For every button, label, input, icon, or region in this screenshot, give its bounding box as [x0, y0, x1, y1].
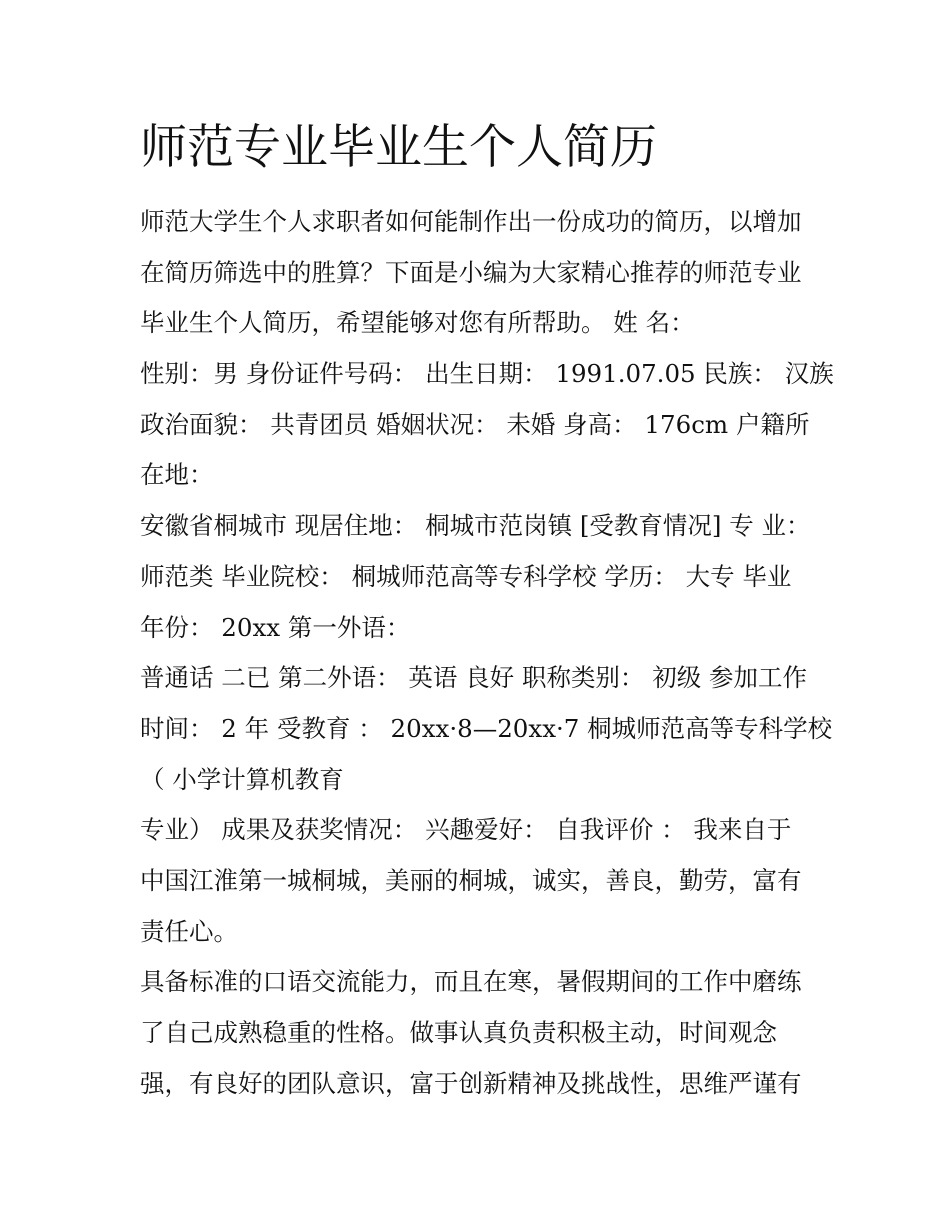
body-line: 中国江淮第一城桐城，美丽的桐城，诚实，善良，勤劳，富有 — [140, 865, 802, 895]
body-line: （ 小学计算机教育 — [140, 764, 344, 794]
body-line: 责任心。 — [140, 916, 238, 946]
body-line: 了自己成熟稳重的性格。做事认真负责积极主动，时间观念 — [140, 1018, 777, 1047]
body-line: 普通话 二已 第二外语： 英语 良好 职称类别： 初级 参加工作 — [140, 663, 808, 693]
body-line: 师范类 毕业院校： 桐城师范高等专科学校 学历： 大专 毕业 — [140, 561, 792, 591]
body-line: 安徽省桐城市 现居住地： 桐城市范岗镇 [受教育情况] 专 业： — [140, 511, 811, 541]
body-line: 在地： — [140, 460, 214, 490]
body-line: 专业） 成果及获奖情况： 兴趣爱好： 自我评价 ： 我来自于 — [140, 815, 792, 845]
body-line: 性别：男 身份证件号码： 出生日期： 1991.07.05 民族： 汉族 — [140, 359, 834, 389]
body-line: 时间： 2 年 受教育 ： 20xx·8—20xx·7 桐城师范高等专科学校 — [140, 713, 833, 743]
body-line: 政治面貌： 共青团员 婚姻状况： 未婚 身高： 176cm 户籍所 — [140, 409, 810, 439]
body-line: 毕业生个人简历，希望能够对您有所帮助。 姓 名： — [140, 308, 695, 338]
body-line: 在简历筛选中的胜算？下面是小编为大家精心推荐的师范专业 — [140, 257, 802, 287]
body-line: 年份： 20xx 第一外语： — [140, 612, 411, 642]
body-line: 具备标准的口语交流能力，而且在寒，暑假期间的工作中磨练 — [140, 967, 802, 997]
body-line: 强，有良好的团队意识，富于创新精神及挑战性，思维严谨有 — [140, 1068, 802, 1098]
body-line: 师范大学生个人求职者如何能制作出一份成功的简历，以增加 — [140, 207, 802, 236]
document-title: 师范专业毕业生个人简历 — [140, 120, 657, 175]
document-body — [140, 197, 834, 1109]
